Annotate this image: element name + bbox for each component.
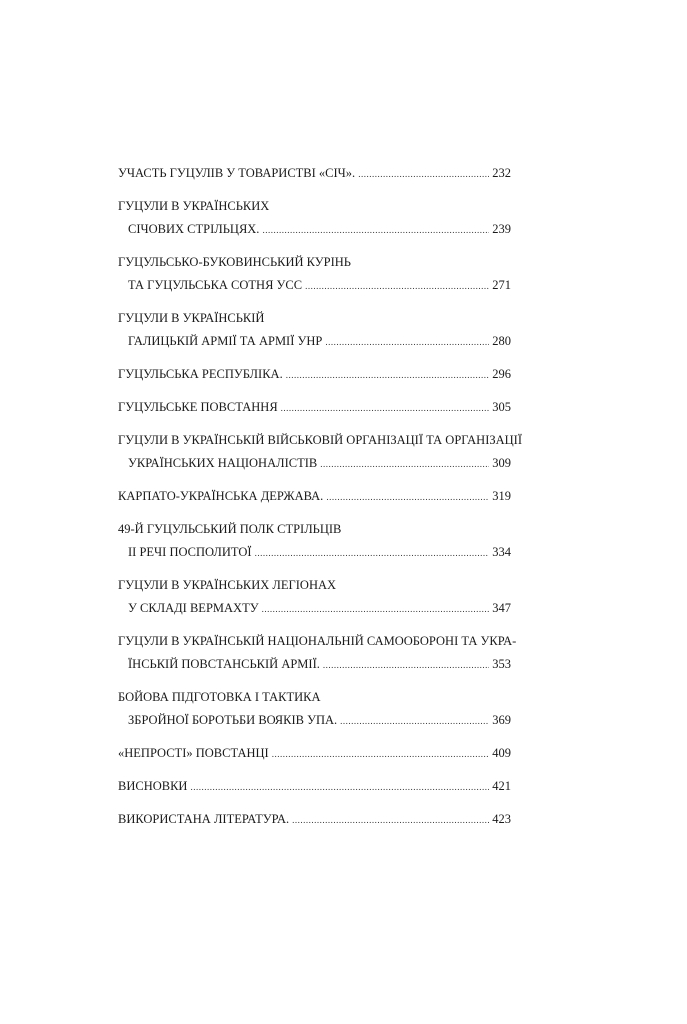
toc-entry-last-line xyxy=(118,330,511,354)
toc-entry-title: ІІ РЕЧІ ПОСПОЛИТОЇ xyxy=(128,545,252,559)
toc-entry xyxy=(118,307,511,354)
toc-entry-title: ГУЦУЛИ В УКРАЇНСЬКИХ ЛЕГІОНАХ xyxy=(118,578,337,592)
toc-page-number: 305 xyxy=(492,400,511,414)
toc-entry xyxy=(118,429,523,476)
toc-entry-last-line xyxy=(118,597,511,621)
dot-leader xyxy=(326,486,489,509)
toc-entry-title: ЇНСЬКІЙ ПОВСТАНСЬКІЙ АРМІЇ. xyxy=(128,657,320,671)
toc-entry xyxy=(118,574,511,621)
toc-entry-last-line xyxy=(118,808,511,832)
toc-page-number: 232 xyxy=(492,166,511,180)
dot-leader xyxy=(323,654,489,677)
toc-page-number: 271 xyxy=(492,278,511,292)
toc-page-number: 239 xyxy=(492,222,511,236)
toc-entry xyxy=(118,485,511,509)
toc-entry-last-line xyxy=(118,162,511,186)
toc-entry-title: «НЕПРОСТІ» ПОВСТАНЦІ xyxy=(118,746,269,760)
toc-entry-title: 49-Й ГУЦУЛЬСЬКИЙ ПОЛК СТРІЛЬЦІВ xyxy=(118,522,342,536)
toc-page-number: 347 xyxy=(492,601,511,615)
toc-entry xyxy=(118,251,511,298)
toc-page-number: 280 xyxy=(492,334,511,348)
table-of-contents xyxy=(118,162,523,841)
dot-leader xyxy=(262,598,490,621)
toc-entry-last-line xyxy=(118,396,511,420)
toc-entry-line xyxy=(118,518,511,541)
toc-entry-line xyxy=(118,195,511,218)
toc-page-number: 353 xyxy=(492,657,511,671)
toc-entry xyxy=(118,518,511,565)
dot-leader xyxy=(272,743,490,766)
toc-page-number: 296 xyxy=(492,367,511,381)
toc-entry xyxy=(118,195,511,242)
toc-entry-title: ГАЛИЦЬКІЙ АРМІЇ ТА АРМІЇ УНР xyxy=(128,334,323,348)
toc-entry-line xyxy=(118,574,511,597)
toc-entry xyxy=(118,162,511,186)
toc-entry-title: ЗБРОЙНОЇ БОРОТЬБИ ВОЯКІВ УПА. xyxy=(128,713,338,727)
toc-page-number: 421 xyxy=(492,779,511,793)
toc-entry xyxy=(118,396,511,420)
toc-page-number: 369 xyxy=(492,713,511,727)
toc-entry-line xyxy=(118,251,511,274)
toc-entry-title: ГУЦУЛИ В УКРАЇНСЬКІЙ НАЦІОНАЛЬНІЙ САМООБОРОНІ ТА УКРА- xyxy=(118,634,517,648)
toc-entry-line xyxy=(118,429,523,452)
toc-entry-title: УЧАСТЬ ГУЦУЛІВ У ТОВАРИСТВІ «СІЧ». xyxy=(118,166,356,180)
dot-leader xyxy=(286,364,490,387)
toc-entry-last-line xyxy=(118,742,511,766)
toc-entry-title: КАРПАТО-УКРАЇНСЬКА ДЕРЖАВА. xyxy=(118,489,324,503)
toc-entry-last-line xyxy=(118,541,511,565)
dot-leader xyxy=(340,710,489,733)
toc-entry-last-line xyxy=(118,274,511,298)
dot-leader xyxy=(190,776,489,799)
toc-entry xyxy=(118,363,511,387)
toc-entry xyxy=(118,742,511,766)
dot-leader xyxy=(281,397,490,420)
toc-entry-title: ТА ГУЦУЛЬСЬКА СОТНЯ УСС xyxy=(128,278,303,292)
toc-page-number: 409 xyxy=(492,746,511,760)
toc-entry-last-line xyxy=(118,218,511,242)
toc-entry-line xyxy=(118,307,511,330)
toc-entry-title: У СКЛАДІ ВЕРМАХТУ xyxy=(128,601,259,615)
toc-entry-title: БОЙОВА ПІДГОТОВКА І ТАКТИКА xyxy=(118,690,321,704)
toc-entry-last-line xyxy=(118,452,511,476)
dot-leader xyxy=(292,809,489,832)
toc-entry-last-line xyxy=(118,775,511,799)
toc-entry-title: ГУЦУЛИ В УКРАЇНСЬКИХ xyxy=(118,199,270,213)
dot-leader xyxy=(320,453,489,476)
dot-leader xyxy=(325,331,489,354)
toc-entry xyxy=(118,808,511,832)
dot-leader xyxy=(255,542,490,565)
toc-entry-line xyxy=(118,686,511,709)
dot-leader xyxy=(358,163,489,186)
toc-page-number: 334 xyxy=(492,545,511,559)
toc-page-number: 319 xyxy=(492,489,511,503)
toc-entry-title: ГУЦУЛЬСЬКО-БУКОВИНСЬКИЙ КУРІНЬ xyxy=(118,255,351,269)
toc-entry xyxy=(118,686,511,733)
toc-entry-last-line xyxy=(118,653,511,677)
toc-entry-last-line xyxy=(118,363,511,387)
dot-leader xyxy=(305,275,489,298)
toc-entry-title: ГУЦУЛЬСЬКЕ ПОВСТАННЯ xyxy=(118,400,278,414)
toc-entry-title: ВИСНОВКИ xyxy=(118,779,188,793)
toc-entry-title: ГУЦУЛИ В УКРАЇНСЬКІЙ xyxy=(118,311,265,325)
toc-entry-title: ВИКОРИСТАНА ЛІТЕРАТУРА. xyxy=(118,812,290,826)
toc-entry xyxy=(118,775,511,799)
toc-entry-title: СІЧОВИХ СТРІЛЬЦЯХ. xyxy=(128,222,260,236)
toc-entry-title: ГУЦУЛИ В УКРАЇНСЬКІЙ ВІЙСЬКОВІЙ ОРГАНІЗАЦІЇ ТА ОРГАНІЗАЦІЇ xyxy=(118,433,523,447)
toc-entry-line xyxy=(118,630,517,653)
toc-entry-last-line xyxy=(118,485,511,509)
toc-page-number: 309 xyxy=(492,456,511,470)
dot-leader xyxy=(262,219,489,242)
toc-entry xyxy=(118,630,517,677)
toc-page-number: 423 xyxy=(492,812,511,826)
toc-entry-last-line xyxy=(118,709,511,733)
toc-entry-title: УКРАЇНСЬКИХ НАЦІОНАЛІСТІВ xyxy=(128,456,318,470)
toc-entry-title: ГУЦУЛЬСЬКА РЕСПУБЛІКА. xyxy=(118,367,283,381)
